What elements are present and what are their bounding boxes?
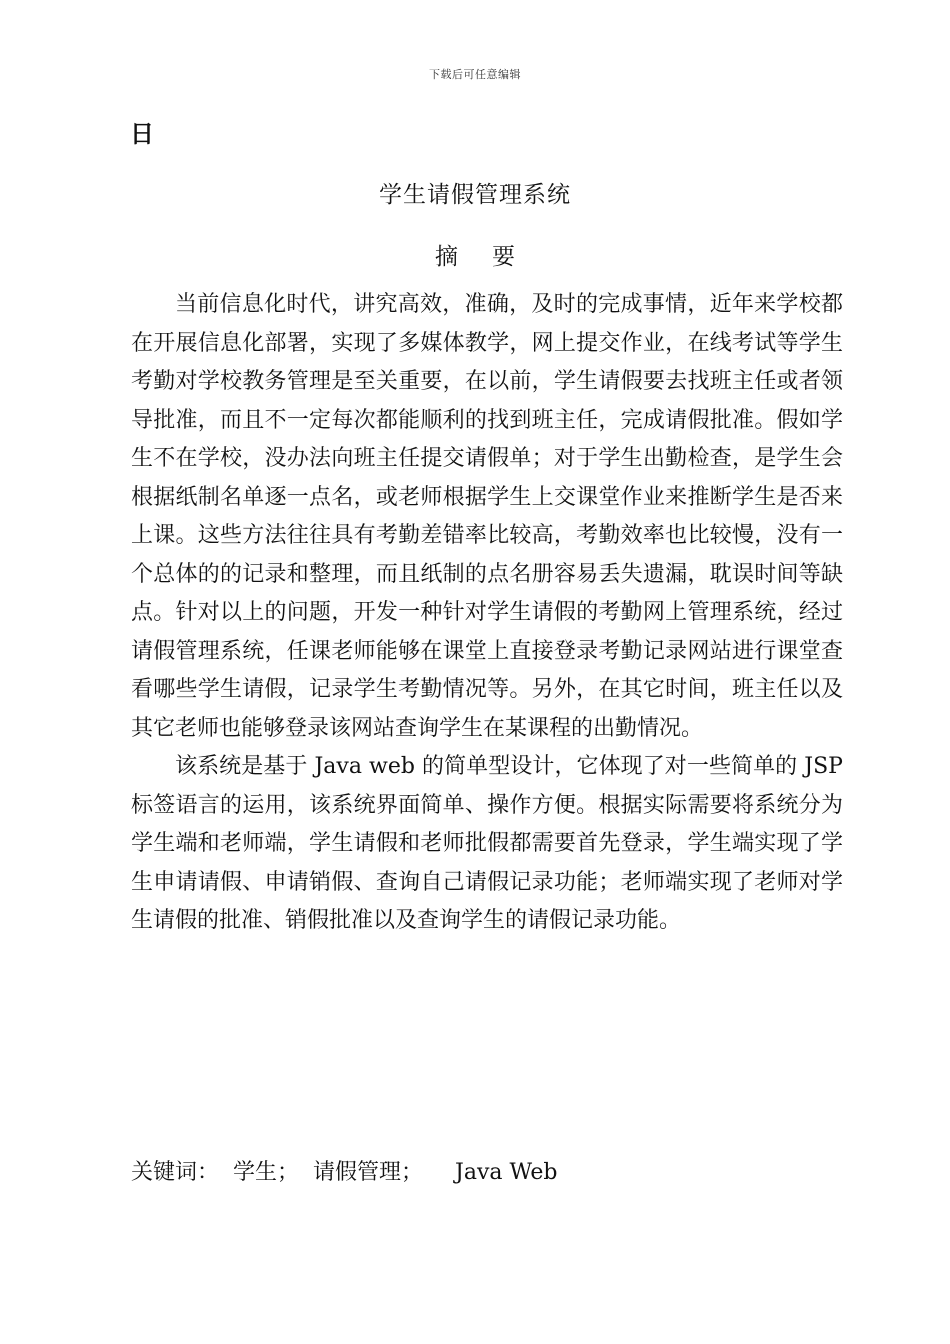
keyword-item: 请假管理；: [313, 1160, 424, 1185]
keywords-line: [131, 1156, 557, 1190]
header-note: 下载后可任意编辑: [429, 68, 521, 81]
abstract-paragraph-1: 当前信息化时代，讲究高效，准确，及时的完成事情，近年来学校都在开展信息化部署，实现了多媒体教学，网上提交作业，在线考试等学生考勤对学校教务管理是至关重要，在以前，学生请假要去找班主任或者领导批准，而且不一定每次都能顺利的找到班主任，完成请假批准。假如学生不在学校，没办法向班主任提交请假单；对于学生出勤检查，是学生会根据纸制名单逐一点名，或老师根据学生上交课堂作业来推断学生是否来上课。这些方法往往具有考勤差错率比较高，考勤效率也比较慢，没有一个总体的的记录和整理，而且纸制的点名册容易丢失遗漏，耽误时间等缺点。针对以上的问题，开发一种针对学生请假的考勤网上管理系统，经过请假管理系统，任课老师能够在课堂上直接登录考勤记录网站进行课堂查看哪些学生请假，记录学生考勤情况等。另外，在其它时间，班主任以及其它老师也能够登录该网站查询学生在某课程的出勤情况。: [131, 292, 843, 741]
corner-character: 日: [130, 120, 154, 148]
abstract-heading-char-1: 摘: [435, 244, 458, 270]
abstract-heading: [0, 238, 950, 271]
abstract-paragraph-2: 该系统是基于 Java web 的简单型设计，它体现了对一些简单的 JSP 标签语言的运用，该系统界面简单、操作方便。根据实际需要将系统分为学生端和老师端，学生请假和老师批假都需要首先登录，学生端实现了学生申请请假、申请销假、查询自己请假记录功能；老师端实现了老师对学生请假的批准、销假批准以及查询学生的请假记录功能。: [131, 754, 843, 933]
abstract-heading-char-2: 要: [492, 244, 515, 270]
keyword-item: Java Web: [455, 1160, 558, 1185]
abstract-body: [131, 286, 843, 941]
keyword-item: 学生；: [233, 1160, 300, 1185]
document-title: 学生请假管理系统: [379, 182, 571, 208]
keywords-label: 关键词：: [131, 1160, 220, 1185]
